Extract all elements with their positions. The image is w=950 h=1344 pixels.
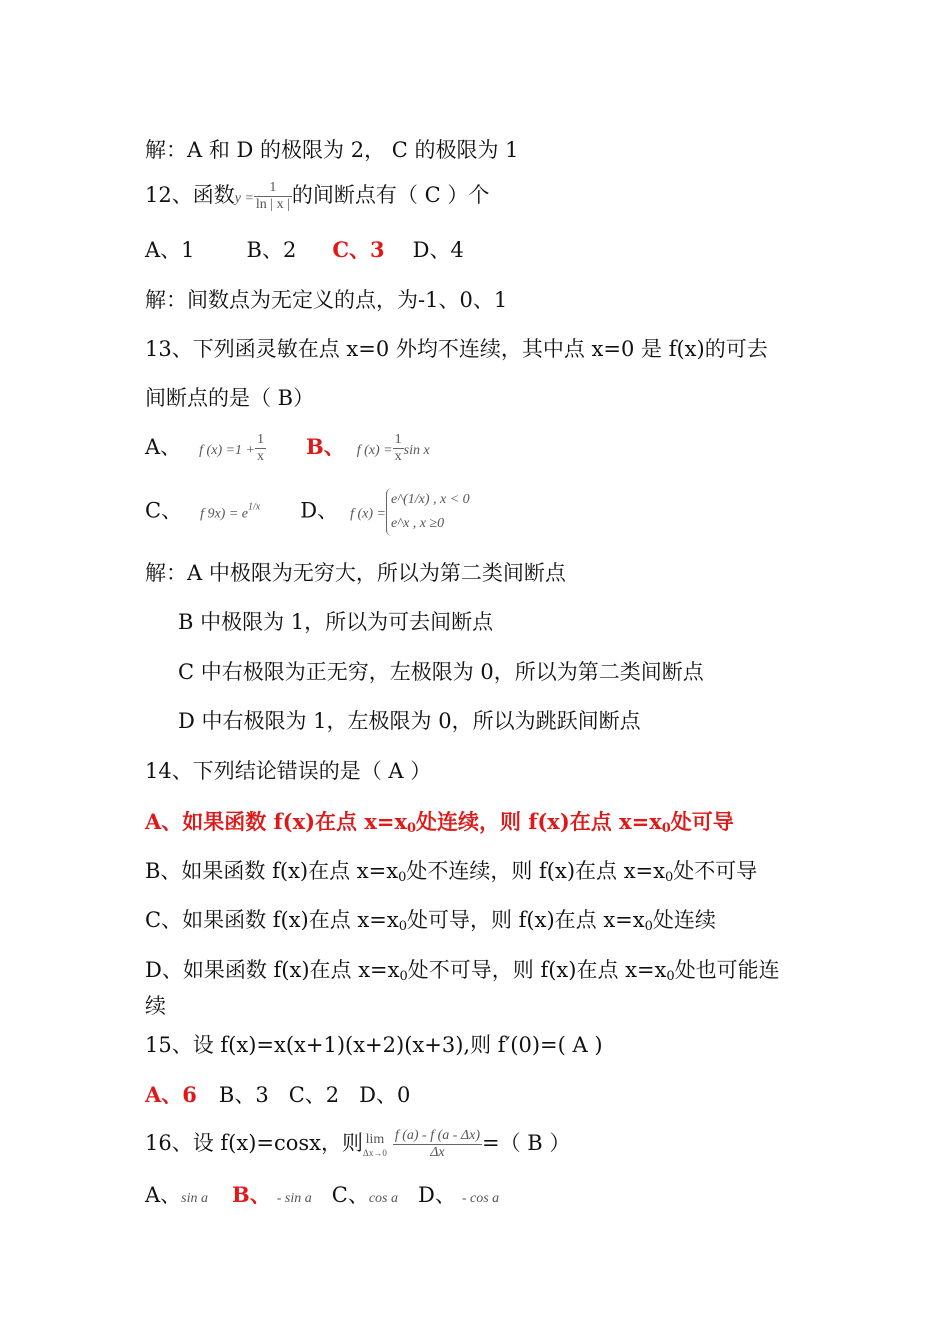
question-14: 14、下列结论错误的是（ A ）: [145, 759, 432, 783]
q16-option-b-label: B、: [232, 1182, 271, 1207]
q14-b-sub2: 0: [665, 870, 674, 885]
q16-option-d-label: D、: [418, 1183, 456, 1207]
q16-fraction: [393, 1128, 482, 1161]
q12-option-d: D、4: [412, 238, 464, 262]
q12-prefix: 12、函数: [145, 183, 235, 207]
q13-option-a-lhs: f (x) =1 +: [199, 443, 255, 458]
q14-a-part1: A、如果函数 f(x)在点 x=x: [145, 809, 407, 834]
q15-option-d: D、0: [359, 1083, 411, 1107]
q14-b-part3: 处不可导: [673, 859, 758, 883]
q14-d-sub1: 0: [399, 969, 408, 984]
q14-c-sub2: 0: [644, 919, 653, 934]
q16-option-d-value: - cos a: [461, 1191, 500, 1206]
q13-option-b-den: x: [394, 449, 402, 464]
q14-option-d: [145, 956, 780, 991]
q16-limit: [363, 1132, 387, 1158]
q12-option-b: B、2: [246, 238, 297, 262]
solution-13-a: 解：A 中极限为无穷大，所以为第二类间断点: [145, 561, 566, 585]
q13-option-d-lhs: f (x) =: [350, 506, 386, 522]
solution-13-d: D 中右极限为 1，左极限为 0，所以为跳跃间断点: [178, 709, 641, 733]
q13-option-b-lhs: f (x) =: [356, 443, 393, 458]
q15-option-c: C、2: [288, 1083, 340, 1107]
q14-a-sub2: 0: [661, 821, 671, 836]
q16-numerator: f (a) - f (a - Δx): [394, 1128, 481, 1143]
q14-a-part3: 处可导: [670, 809, 734, 834]
q14-b-part2: 处不连续，则 f(x)在点 x=x: [406, 859, 665, 883]
q14-d-sub2: 0: [666, 969, 675, 984]
q16-options: [145, 1181, 499, 1213]
q13-option-a-den: x: [257, 449, 264, 464]
q14-c-part1: C、如果函数 f(x)在点 x=x: [145, 908, 399, 932]
q13-options-ab: [145, 432, 430, 465]
question-16: [145, 1128, 570, 1161]
question-13-line1: 13、下列函灵敏在点 x=0 外均不连续，其中点 x=0 是 f(x)的可去: [145, 337, 768, 361]
q14-c-part2: 处可导，则 f(x)在点 x=x: [406, 908, 645, 932]
q15-options: [145, 1081, 410, 1109]
q16-suffix: =（ B ）: [482, 1131, 571, 1155]
q13-option-c-label: C、: [145, 498, 183, 523]
q14-d-part1: D、如果函数 f(x)在点 x=x: [145, 958, 400, 982]
q13-option-d-case1: e^(1/x) , x < 0: [390, 492, 470, 507]
solution-12: 解：间数点为无定义的点，为-1、0、1: [145, 288, 508, 312]
q13-option-a-num: 1: [257, 432, 264, 447]
q14-b-part1: B、如果函数 f(x)在点 x=x: [145, 859, 399, 883]
q14-c-part3: 处连续: [652, 908, 716, 932]
q13-option-a-label: A、: [145, 435, 182, 459]
q13-option-b-num: 1: [394, 432, 402, 447]
q16-option-a-label: A、: [145, 1183, 182, 1207]
q13-option-b-label: B、: [306, 434, 345, 459]
q12-option-a: A、1: [145, 238, 195, 262]
q15-option-b: B、3: [218, 1083, 269, 1107]
solution-13-b: B 中极限为 1，所以为可去间断点: [178, 610, 494, 634]
question-15: 15、设 f(x)=x(x+1)(x+2)(x+3),则 f′(0)=( A ): [145, 1033, 603, 1057]
q14-d-part3: 处也可能连: [674, 958, 780, 982]
q13-option-b-rhs: sin x: [403, 443, 430, 458]
q13-option-d-case2: e^x , x ≥0: [390, 516, 445, 531]
q13-option-a-fraction: [255, 432, 266, 465]
q16-prefix: 16、设 f(x)=cosx，则: [145, 1131, 364, 1155]
q14-d-part2: 处不可导，则 f(x)在点 x=x: [407, 958, 667, 982]
q12-options: [145, 236, 464, 264]
q14-option-d-continued: 续: [145, 994, 166, 1018]
q14-option-a: [145, 808, 734, 843]
q14-c-sub1: 0: [398, 919, 407, 934]
q15-option-a: A、6: [145, 1082, 197, 1107]
q16-denominator: Δx: [393, 1144, 482, 1161]
q13-options-cd: [145, 488, 470, 536]
q14-a-sub1: 0: [406, 821, 417, 836]
q13-option-b-fraction: [393, 432, 404, 465]
solution-11: 解：A 和 D 的极限为 2， C 的极限为 1: [145, 138, 519, 162]
q14-a-part2: 处连续，则 f(x)在点 x=x: [416, 809, 662, 834]
q13-option-d-label: D、: [300, 498, 339, 523]
q12-fraction: [254, 180, 292, 213]
q14-b-sub1: 0: [398, 870, 407, 885]
q12-denominator: ln | x |: [255, 197, 290, 212]
q12-numerator: 1: [269, 180, 277, 195]
solution-13-c: C 中右极限为正无穷，左极限为 0，所以为第二类间断点: [178, 660, 704, 684]
q16-lim-word: lim: [365, 1131, 385, 1147]
q16-option-c-label: C、: [331, 1183, 369, 1207]
question-12: [145, 180, 489, 213]
q16-option-a-value: sin a: [181, 1191, 209, 1206]
q13-option-d-cases: [386, 488, 470, 536]
q16-option-c-value: cos a: [368, 1191, 399, 1206]
q16-option-b-value: - sin a: [276, 1191, 312, 1206]
q14-option-b: [145, 857, 757, 892]
q12-option-c: C、3: [332, 237, 385, 262]
question-13-line2: 间断点的是（ B）: [145, 386, 315, 410]
q12-formula-lhs: y =: [234, 191, 254, 206]
q16-lim-sub: Δx→0: [363, 1147, 387, 1158]
q12-suffix: 的间断点有（ C ）个: [291, 183, 490, 207]
q13-option-c-expr: f 9x) = e: [200, 506, 249, 522]
q14-option-c: [145, 906, 716, 941]
q13-option-c-exponent: 1/x: [248, 501, 261, 513]
